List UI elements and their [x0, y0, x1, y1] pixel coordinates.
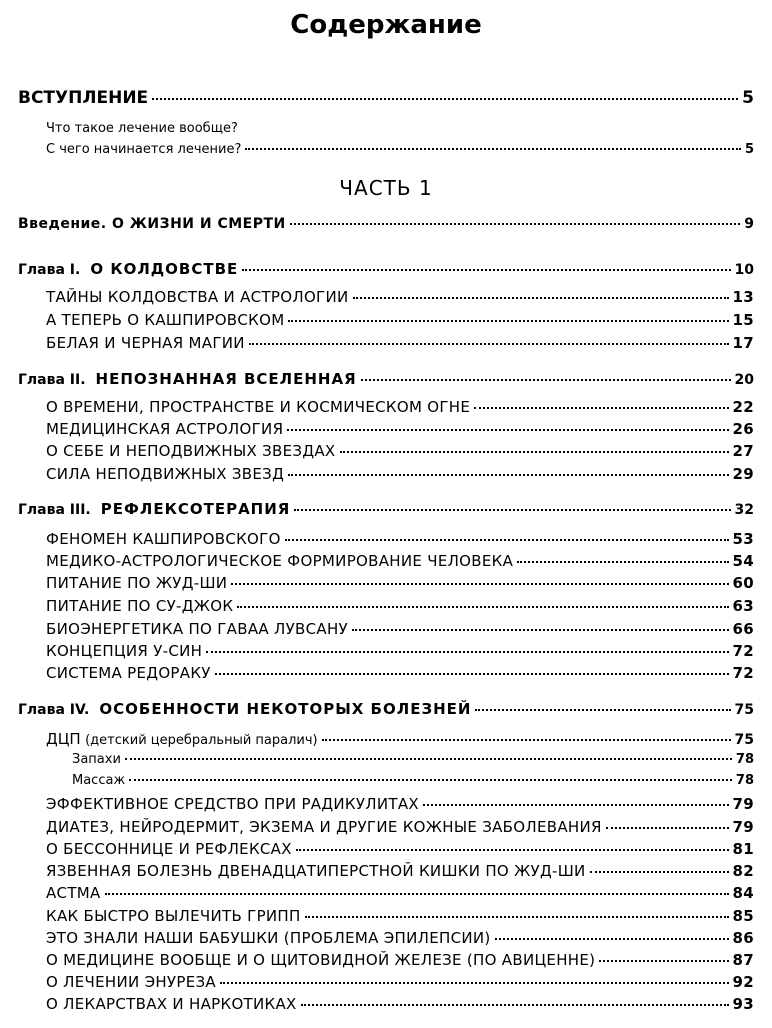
- toc-section[interactable]: [46, 795, 754, 813]
- toc-entry-label: ЭТО ЗНАЛИ НАШИ БАБУШКИ (ПРОБЛЕМА ЭПИЛЕПСИИ): [46, 929, 491, 947]
- toc-entry-page: 9: [744, 216, 754, 232]
- toc-section[interactable]: [46, 574, 754, 592]
- leader-dots: [294, 509, 730, 511]
- toc-section[interactable]: [46, 597, 754, 615]
- leader-dots: [249, 343, 729, 345]
- toc-entry-page: 27: [732, 442, 754, 460]
- leader-dots: [152, 98, 738, 100]
- page-title: Содержание: [290, 10, 482, 40]
- leader-dots: [322, 739, 731, 741]
- leader-dots: [285, 539, 729, 541]
- toc-section[interactable]: [46, 420, 754, 438]
- toc-entry-label: КОНЦЕПЦИЯ У-СИН: [46, 642, 203, 660]
- chapter-number: Глава II.: [18, 372, 86, 388]
- toc-section[interactable]: [46, 530, 754, 548]
- toc-entry-page: 66: [732, 620, 754, 638]
- leader-dots: [231, 583, 728, 585]
- toc-section[interactable]: [46, 642, 754, 660]
- toc-entry-label: Запахи: [72, 752, 121, 767]
- leader-dots: [474, 407, 728, 409]
- toc-entry-page: 63: [732, 597, 754, 615]
- toc-entry-label: С чего начинается лечение?: [46, 142, 242, 157]
- leader-dots: [301, 1004, 729, 1006]
- toc-section[interactable]: [46, 465, 754, 483]
- leader-dots: [215, 673, 729, 675]
- toc-entry-page: 75: [734, 702, 754, 718]
- toc-entry-label: АСТМА: [46, 884, 101, 902]
- leader-dots: [495, 938, 729, 940]
- toc-entry-label: ФЕНОМЕН КАШПИРОВСКОГО: [46, 530, 281, 548]
- toc-entry-page: 32: [734, 502, 754, 518]
- toc-entry-page: 26: [732, 420, 754, 438]
- chapter-name: ОСОБЕННОСТИ НЕКОТОРЫХ БОЛЕЗНЕЙ: [99, 700, 472, 718]
- leader-dots: [353, 297, 729, 299]
- toc-entry-page: 78: [735, 752, 754, 767]
- toc-entry-label: ДИАТЕЗ, НЕЙРОДЕРМИТ, ЭКЗЕМА И ДРУГИЕ КОЖНЫЕ ЗАБОЛЕВАНИЯ: [46, 818, 602, 836]
- toc-section[interactable]: [46, 730, 754, 748]
- toc-entry-page: 86: [732, 929, 754, 947]
- toc-entry-page: 81: [732, 840, 754, 858]
- toc-entry-label: ЭФФЕКТИВНОЕ СРЕДСТВО ПРИ РАДИКУЛИТАХ: [46, 795, 419, 813]
- toc-section[interactable]: [46, 552, 754, 570]
- chapter-number: Глава I.: [18, 262, 81, 278]
- leader-dots: [352, 629, 729, 631]
- toc-entry-label: МЕДИЦИНСКАЯ АСТРОЛОГИЯ: [46, 420, 284, 438]
- toc-entry-label: БИОЭНЕРГЕТИКА ПО ГАВАА ЛУВСАНУ: [46, 620, 348, 638]
- leader-dots: [237, 606, 728, 608]
- toc-entry-page: 17: [732, 334, 754, 352]
- toc-section[interactable]: [46, 288, 754, 306]
- leader-dots: [296, 849, 729, 851]
- toc-entry-page: 5: [742, 88, 754, 108]
- toc-entry-page: 53: [732, 530, 754, 548]
- toc-entry-page: 82: [732, 862, 754, 880]
- toc-entry-label: А ТЕПЕРЬ О КАШПИРОВСКОМ: [46, 311, 285, 329]
- toc-entry-label: ВСТУПЛЕНИЕ: [18, 88, 149, 108]
- toc-chapter[interactable]: [18, 500, 754, 518]
- toc-entry-page: 54: [732, 552, 754, 570]
- toc-entry-label: О ВРЕМЕНИ, ПРОСТРАНСТВЕ И КОСМИЧЕСКОМ ОГНЕ: [46, 398, 471, 416]
- toc-entry-label: БЕЛАЯ И ЧЕРНАЯ МАГИИ: [46, 334, 245, 352]
- toc-entry-label: Введение. О ЖИЗНИ И СМЕРТИ: [18, 216, 286, 232]
- toc-entry-page: 15: [732, 311, 754, 329]
- leader-dots: [105, 893, 729, 895]
- toc-section[interactable]: [46, 398, 754, 416]
- leader-dots: [606, 827, 729, 829]
- toc-section[interactable]: [46, 442, 754, 460]
- toc-entry-page: 79: [732, 795, 754, 813]
- toc-entry-page: 72: [732, 642, 754, 660]
- leader-dots: [288, 320, 728, 322]
- chapter-number: Глава III.: [18, 502, 91, 518]
- leader-dots: [287, 429, 728, 431]
- toc-entry-label: ЯЗВЕННАЯ БОЛЕЗНЬ ДВЕНАДЦАТИПЕРСТНОЙ КИШКИ ПО ЖУД-ШИ: [46, 862, 586, 880]
- leader-dots: [206, 651, 728, 653]
- leader-dots: [220, 982, 729, 984]
- leader-dots: [361, 379, 731, 381]
- toc-section[interactable]: [46, 929, 754, 947]
- toc-entry-label: Что такое лечение вообще?: [46, 121, 238, 136]
- toc-section[interactable]: [46, 951, 754, 969]
- toc-entry-page: 22: [732, 398, 754, 416]
- toc-entry-page: 75: [734, 732, 754, 748]
- toc-entry-page: 10: [734, 262, 754, 278]
- toc-entry-page: 29: [732, 465, 754, 483]
- leader-dots: [305, 916, 729, 918]
- leader-dots: [242, 269, 730, 271]
- toc-section[interactable]: [46, 907, 754, 925]
- toc-entry-label: ДЦП: [46, 730, 81, 748]
- toc-entry-page: 79: [732, 818, 754, 836]
- toc-entry-label: ПИТАНИЕ ПО СУ-ДЖОК: [46, 597, 234, 615]
- toc-entry-label: О МЕДИЦИНЕ ВООБЩЕ И О ЩИТОВИДНОЙ ЖЕЛЕЗЕ (ПО АВИЦЕННЕ): [46, 951, 596, 969]
- chapter-number: Глава IV.: [18, 702, 90, 718]
- leader-dots: [125, 758, 732, 760]
- toc-entry-note: (детский церебральный паралич): [85, 733, 318, 748]
- toc-section[interactable]: [46, 311, 754, 329]
- toc-entry-label: О СЕБЕ И НЕПОДВИЖНЫХ ЗВЕЗДАХ: [46, 442, 336, 460]
- toc-entry-intro-sub[interactable]: [46, 142, 754, 157]
- toc-section[interactable]: [46, 664, 754, 682]
- toc-entry-page: 72: [732, 664, 754, 682]
- toc-section[interactable]: [46, 862, 754, 880]
- toc-entry-intro[interactable]: [18, 88, 754, 108]
- toc-chapter[interactable]: [18, 370, 754, 388]
- toc-entry-label: МЕДИКО-АСТРОЛОГИЧЕСКОЕ ФОРМИРОВАНИЕ ЧЕЛОВЕКА: [46, 552, 514, 570]
- toc-entry-page: 78: [735, 773, 754, 788]
- toc-subsection[interactable]: [72, 773, 754, 788]
- toc-entry-page: 13: [732, 288, 754, 306]
- toc-section[interactable]: [46, 334, 754, 352]
- toc-section[interactable]: [46, 973, 754, 991]
- leader-dots: [475, 709, 730, 711]
- toc-section[interactable]: [46, 884, 754, 902]
- chapter-name: О КОЛДОВСТВЕ: [90, 260, 239, 278]
- toc-section[interactable]: [46, 818, 754, 836]
- toc-entry-intro-sub[interactable]: [46, 121, 754, 136]
- toc-entry-page: 93: [732, 995, 754, 1013]
- toc-entry-label: ПИТАНИЕ ПО ЖУД-ШИ: [46, 574, 228, 592]
- toc-entry-introduction[interactable]: [18, 216, 754, 232]
- leader-dots: [340, 451, 729, 453]
- toc-entry-label: ТАЙНЫ КОЛДОВСТВА И АСТРОЛОГИИ: [46, 288, 349, 306]
- leader-dots: [245, 148, 741, 150]
- toc-chapter[interactable]: [18, 260, 754, 278]
- toc-entry-page: 20: [734, 372, 754, 388]
- chapter-name: НЕПОЗНАННАЯ ВСЕЛЕННАЯ: [95, 370, 357, 388]
- toc-entry-label: Массаж: [72, 773, 126, 788]
- toc-entry-label: О ЛЕЧЕНИИ ЭНУРЕЗА: [46, 973, 216, 991]
- toc-entry-page: 60: [732, 574, 754, 592]
- toc-subsection[interactable]: [72, 752, 754, 767]
- toc-entry-label: СИЛА НЕПОДВИЖНЫХ ЗВЕЗД: [46, 465, 285, 483]
- toc-section[interactable]: [46, 620, 754, 638]
- toc-entry-label: КАК БЫСТРО ВЫЛЕЧИТЬ ГРИПП: [46, 907, 301, 925]
- leader-dots: [517, 561, 728, 563]
- toc-entry-label: СИСТЕМА РЕДОРАКУ: [46, 664, 211, 682]
- leader-dots: [288, 474, 728, 476]
- toc-section[interactable]: [46, 995, 754, 1013]
- leader-dots: [129, 779, 732, 781]
- toc-entry-page: 92: [732, 973, 754, 991]
- toc-entry-label: О БЕССОННИЦЕ И РЕФЛЕКСАХ: [46, 840, 292, 858]
- toc-entry-page: 85: [732, 907, 754, 925]
- toc-entry-page: 84: [732, 884, 754, 902]
- toc-chapter[interactable]: [18, 700, 754, 718]
- leader-dots: [423, 804, 729, 806]
- part-title: ЧАСТЬ 1: [339, 176, 433, 200]
- leader-dots: [599, 960, 728, 962]
- toc-entry-page: 5: [744, 142, 754, 157]
- toc-section[interactable]: [46, 840, 754, 858]
- toc-entry-label: О ЛЕКАРСТВАХ И НАРКОТИКАХ: [46, 995, 297, 1013]
- chapter-name: РЕФЛЕКСОТЕРАПИЯ: [100, 500, 291, 518]
- toc-entry-page: 87: [732, 951, 754, 969]
- leader-dots: [590, 871, 729, 873]
- leader-dots: [290, 223, 740, 225]
